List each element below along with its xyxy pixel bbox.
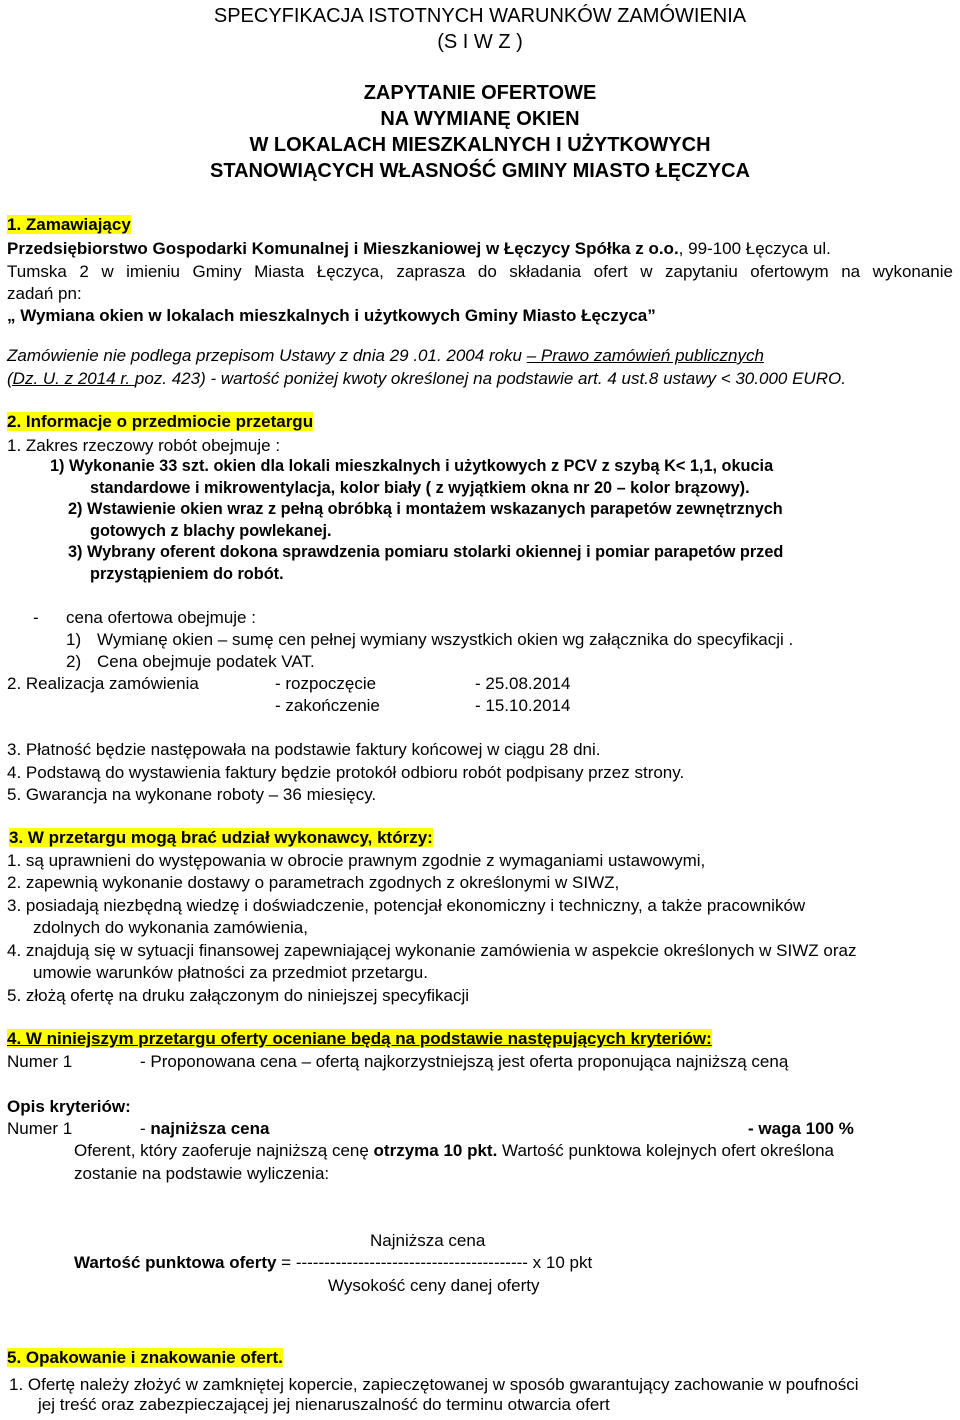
subtitle-line-3: W LOKALACH MIESZKALNYCH I UŻYTKOWYCH (249, 134, 711, 156)
subtitle-line-4: STANOWIĄCYCH WŁASNOŚĆ GMINY MIASTO ŁĘCZYCA (210, 160, 750, 182)
work-item-2-line-1: 2) Wstawienie okien wraz z pełną obróbką i montażem wskazanych parapetów zewnętrznych (68, 500, 783, 518)
formula-line (74, 1253, 592, 1273)
criterion-1-label: Numer 1 (7, 1052, 73, 1071)
criterion-2-label: Numer 1 (7, 1119, 73, 1138)
payment-terms: 3. Płatność będzie następowała na podstawie faktury końcowej w ciągu 28 dni. (7, 740, 601, 759)
formula-denominator: Wysokość ceny danej oferty (328, 1276, 540, 1295)
scoring-text-a: Oferent, który zaoferuje najniższą cenę (74, 1141, 374, 1160)
scoring-points: otrzyma 10 pkt. (373, 1141, 498, 1160)
law-line-2 (7, 369, 846, 389)
scoring-text-c: Wartość punktowa kolejnych ofert określona (497, 1141, 835, 1160)
law-text-2: poz. 423) - wartość poniżej kwoty określonej na podstawie art. 4 ust.8 ustawy < 30.000 EURO. (134, 369, 846, 388)
scoring-description-2: zostanie na podstawie wyliczenia: (74, 1164, 330, 1183)
packaging-item-1-line-1: 1. Ofertę należy złożyć w zamkniętej kopercie, zapieczętowanej w sposób gwarantujący zachowanie w poufności (9, 1375, 859, 1394)
law-text-1: Zamówienie nie podlega przepisom Ustawy z dnia 29 .01. 2004 roku (7, 346, 527, 365)
task-name: „ Wymiana okien w lokalach mieszkalnych i użytkowych Gminy Miasto Łęczyca” (7, 306, 656, 325)
formula-numerator: Najniższa cena (370, 1231, 486, 1250)
formula-fraction: = ----------------------------------------- x 10 pkt (276, 1253, 593, 1272)
price-dash: - (33, 608, 39, 627)
section-3-heading: 3. W przetargu mogą brać udział wykonawcy, którzy: (9, 828, 433, 847)
formula-label: Wartość punktowa oferty (74, 1253, 277, 1272)
contractor-address: , 99-100 Łęczyca ul. (678, 239, 831, 258)
intro-line-3: zadań pn: (7, 284, 82, 303)
criteria-description-heading: Opis kryteriów: (7, 1097, 131, 1116)
section-4-heading: 4. W niniejszym przetargu oferty oceniane będą na podstawie następujących kryteriów: (7, 1029, 712, 1048)
criterion-2-dash: - (140, 1119, 151, 1138)
criterion-1-text: - Proponowana cena – ofertą najkorzystniejszą jest oferta proponująca najniższą ceną (140, 1052, 789, 1071)
condition-2: 2. zapewnią wykonanie dostawy o parametrach zgodnych z określonymi w SIWZ, (7, 873, 620, 892)
price-item-1-num: 1) (66, 630, 82, 649)
end-label: - zakończenie (275, 696, 380, 715)
warranty: 5. Gwarancja na wykonane roboty – 36 miesięcy. (7, 785, 377, 804)
condition-5: 5. złożą ofertę na druku załączonym do niniejszej specyfikacji (7, 986, 470, 1005)
condition-4-line-1: 4. znajdują się w sytuacji finansowej zapewniającej wykonanie zamówienia w aspekcie określonych w SIWZ oraz (7, 941, 857, 960)
work-item-3-line-2: przystąpieniem do robót. (90, 565, 284, 583)
realization-label: 2. Realizacja zamówienia (7, 674, 199, 693)
end-date: - 15.10.2014 (475, 696, 571, 715)
invoice-basis: 4. Podstawą do wystawienia faktury będzie protokół odbioru robót podpisany przez strony. (7, 763, 685, 782)
subtitle-line-2: NA WYMIANĘ OKIEN (380, 108, 580, 130)
law-dz-u: (Dz. U. z 2014 r. (7, 369, 135, 388)
scoring-description (74, 1141, 834, 1161)
packaging-item-1-line-2: jej treść oraz zabezpieczającej jej nienaruszalność do terminu otwarcia ofert (38, 1395, 610, 1414)
law-link-pzp: – Prawo zamówień publicznych (526, 346, 764, 365)
price-item-1: Wymianę okien – sumę cen pełnej wymiany wszystkich okien wg załącznika do specyfikacji . (97, 630, 794, 649)
start-label: - rozpoczęcie (275, 674, 377, 693)
contractor-line (7, 239, 831, 259)
condition-3-line-2: zdolnych do wykonania zamówienia, (33, 918, 308, 937)
contractor-name: Przedsiębiorstwo Gospodarki Komunalnej i Mieszkaniowej w Łęczycy Spółka z o.o. (7, 239, 679, 258)
work-item-3-line-1: 3) Wybrany oferent dokona sprawdzenia pomiaru stolarki okiennej i pomiar parapetów przed (68, 543, 784, 561)
intro-line-2: Tumska 2 w imieniu Gminy Miasta Łęczyca, zaprasza do składania ofert w zapytaniu ofertowym na wykonanie (7, 262, 953, 281)
work-item-2-line-2: gotowych z blachy powlekanej. (90, 522, 332, 540)
section-1-heading: 1. Zamawiający (7, 215, 131, 234)
section-5-heading: 5. Opakowanie i znakowanie ofert. (7, 1348, 283, 1367)
criterion-2-bold: najniższa cena (150, 1119, 270, 1138)
condition-1: 1. są uprawnieni do występowania w obrocie prawnym zgodnie z wymaganiami ustawowymi, (7, 851, 706, 870)
doc-title-abbrev: (S I W Z ) (437, 31, 523, 53)
scope-intro: 1. Zakres rzeczowy robót obejmuje : (7, 436, 281, 455)
work-item-1-line-1: 1) Wykonanie 33 szt. okien dla lokali mieszkalnych i użytkowych z PCV z szybą K< 1,1, okucia (50, 457, 774, 475)
price-item-2: Cena obejmuje podatek VAT. (97, 652, 315, 671)
price-label: cena ofertowa obejmuje : (66, 608, 256, 627)
law-line-1 (7, 346, 764, 366)
work-item-1-line-2: standardowe i mikrowentylacja, kolor biały ( z wyjątkiem okna nr 20 – kolor brązowy). (90, 479, 750, 497)
criterion-weight: - waga 100 % (748, 1119, 854, 1138)
condition-4-line-2: umowie warunków płatności za przedmiot przetargu. (33, 963, 428, 982)
doc-title: SPECYFIKACJA ISTOTNYCH WARUNKÓW ZAMÓWIENIA (213, 5, 747, 27)
criterion-2-name (140, 1119, 269, 1139)
start-date: - 25.08.2014 (475, 674, 571, 693)
section-2-heading: 2. Informacje o przedmiocie przetargu (7, 412, 314, 431)
price-item-2-num: 2) (66, 652, 82, 671)
subtitle-line-1: ZAPYTANIE OFERTOWE (363, 82, 597, 104)
condition-3-line-1: 3. posiadają niezbędną wiedzę i doświadczenie, potencjał ekonomiczny i techniczny, a także pracowników (7, 896, 806, 915)
